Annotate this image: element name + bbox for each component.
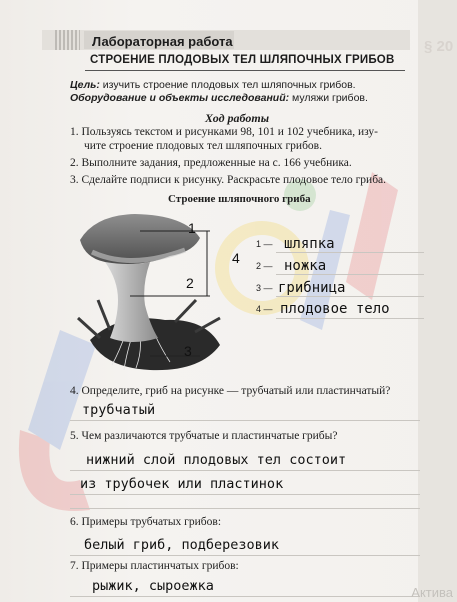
callout-label: 4 bbox=[232, 250, 240, 266]
callout-label: 2 bbox=[186, 275, 194, 291]
step-line: 1. Пользуясь текстом и рисунками 98, 101 и 102 учебника, изу- bbox=[70, 126, 379, 138]
goal-text: изучить строение плодовых тел шляпочных грибов. bbox=[99, 79, 356, 91]
legend-number: 1 — bbox=[256, 239, 273, 249]
answer-text: из трубочек или пластинок bbox=[80, 476, 284, 492]
goal-label: Цель: bbox=[70, 79, 100, 91]
answer-rule bbox=[70, 494, 420, 495]
answer-rule bbox=[70, 555, 420, 556]
question-text: 6. Примеры трубчатых грибов: bbox=[70, 516, 222, 528]
equipment-text: муляжи грибов. bbox=[289, 92, 368, 104]
legend-number: 3 — bbox=[256, 283, 273, 293]
answer-rule bbox=[276, 252, 424, 253]
question-text: 7. Примеры пластинчатых грибов: bbox=[70, 560, 239, 572]
answer-rule bbox=[276, 274, 424, 275]
answer-text: рыжик, сыроежка bbox=[92, 578, 214, 594]
question-text: 4. Определите, гриб на рисунке — трубчатый или пластинчатый? bbox=[70, 385, 391, 397]
figure-title: Строение шляпочного гриба bbox=[168, 193, 311, 205]
step-line: 3. Сделайте подписи к рисунку. Раскрасьте плодовое тело гриба. bbox=[70, 174, 387, 186]
answer-rule bbox=[70, 508, 420, 509]
legend-answer: грибница bbox=[278, 280, 346, 296]
step-line: 2. Выполните задания, предложенные на с. 166 учебника. bbox=[70, 157, 352, 169]
answer-text: трубчатый bbox=[82, 402, 156, 418]
legend-answer: ножка bbox=[284, 258, 327, 274]
step-line: чите строение плодовых тел шляпочных грибов. bbox=[84, 140, 322, 152]
answer-rule bbox=[276, 296, 424, 297]
legend-number: 4 — bbox=[256, 304, 273, 314]
callout-label: 1 bbox=[188, 220, 196, 236]
procedure-heading: Ход работы bbox=[205, 111, 270, 125]
legend-answer: плодовое тело bbox=[280, 301, 390, 317]
legend-number: 2 — bbox=[256, 261, 273, 271]
answer-rule bbox=[70, 420, 420, 421]
lab-subtitle: СТРОЕНИЕ ПЛОДОВЫХ ТЕЛ ШЛЯПОЧНЫХ ГРИБОВ bbox=[90, 54, 395, 66]
question-text: 5. Чем различаются трубчатые и пластинчатые грибы? bbox=[70, 430, 338, 442]
answer-rule bbox=[276, 318, 424, 319]
answer-text: белый гриб, подберезовик bbox=[84, 537, 280, 553]
answer-rule bbox=[70, 470, 420, 471]
answer-rule bbox=[70, 596, 420, 597]
adjacent-page-title: § 20 bbox=[424, 38, 454, 55]
answer-text: нижний слой плодовых тел состоит bbox=[86, 452, 347, 468]
legend-answer: шляпка bbox=[284, 236, 335, 252]
os-activation-watermark: Актива bbox=[411, 585, 453, 600]
lab-title: Лабораторная работа bbox=[92, 34, 233, 49]
callout-label: 3 bbox=[184, 343, 192, 359]
equipment-label: Оборудование и объекты исследований: bbox=[70, 92, 290, 104]
